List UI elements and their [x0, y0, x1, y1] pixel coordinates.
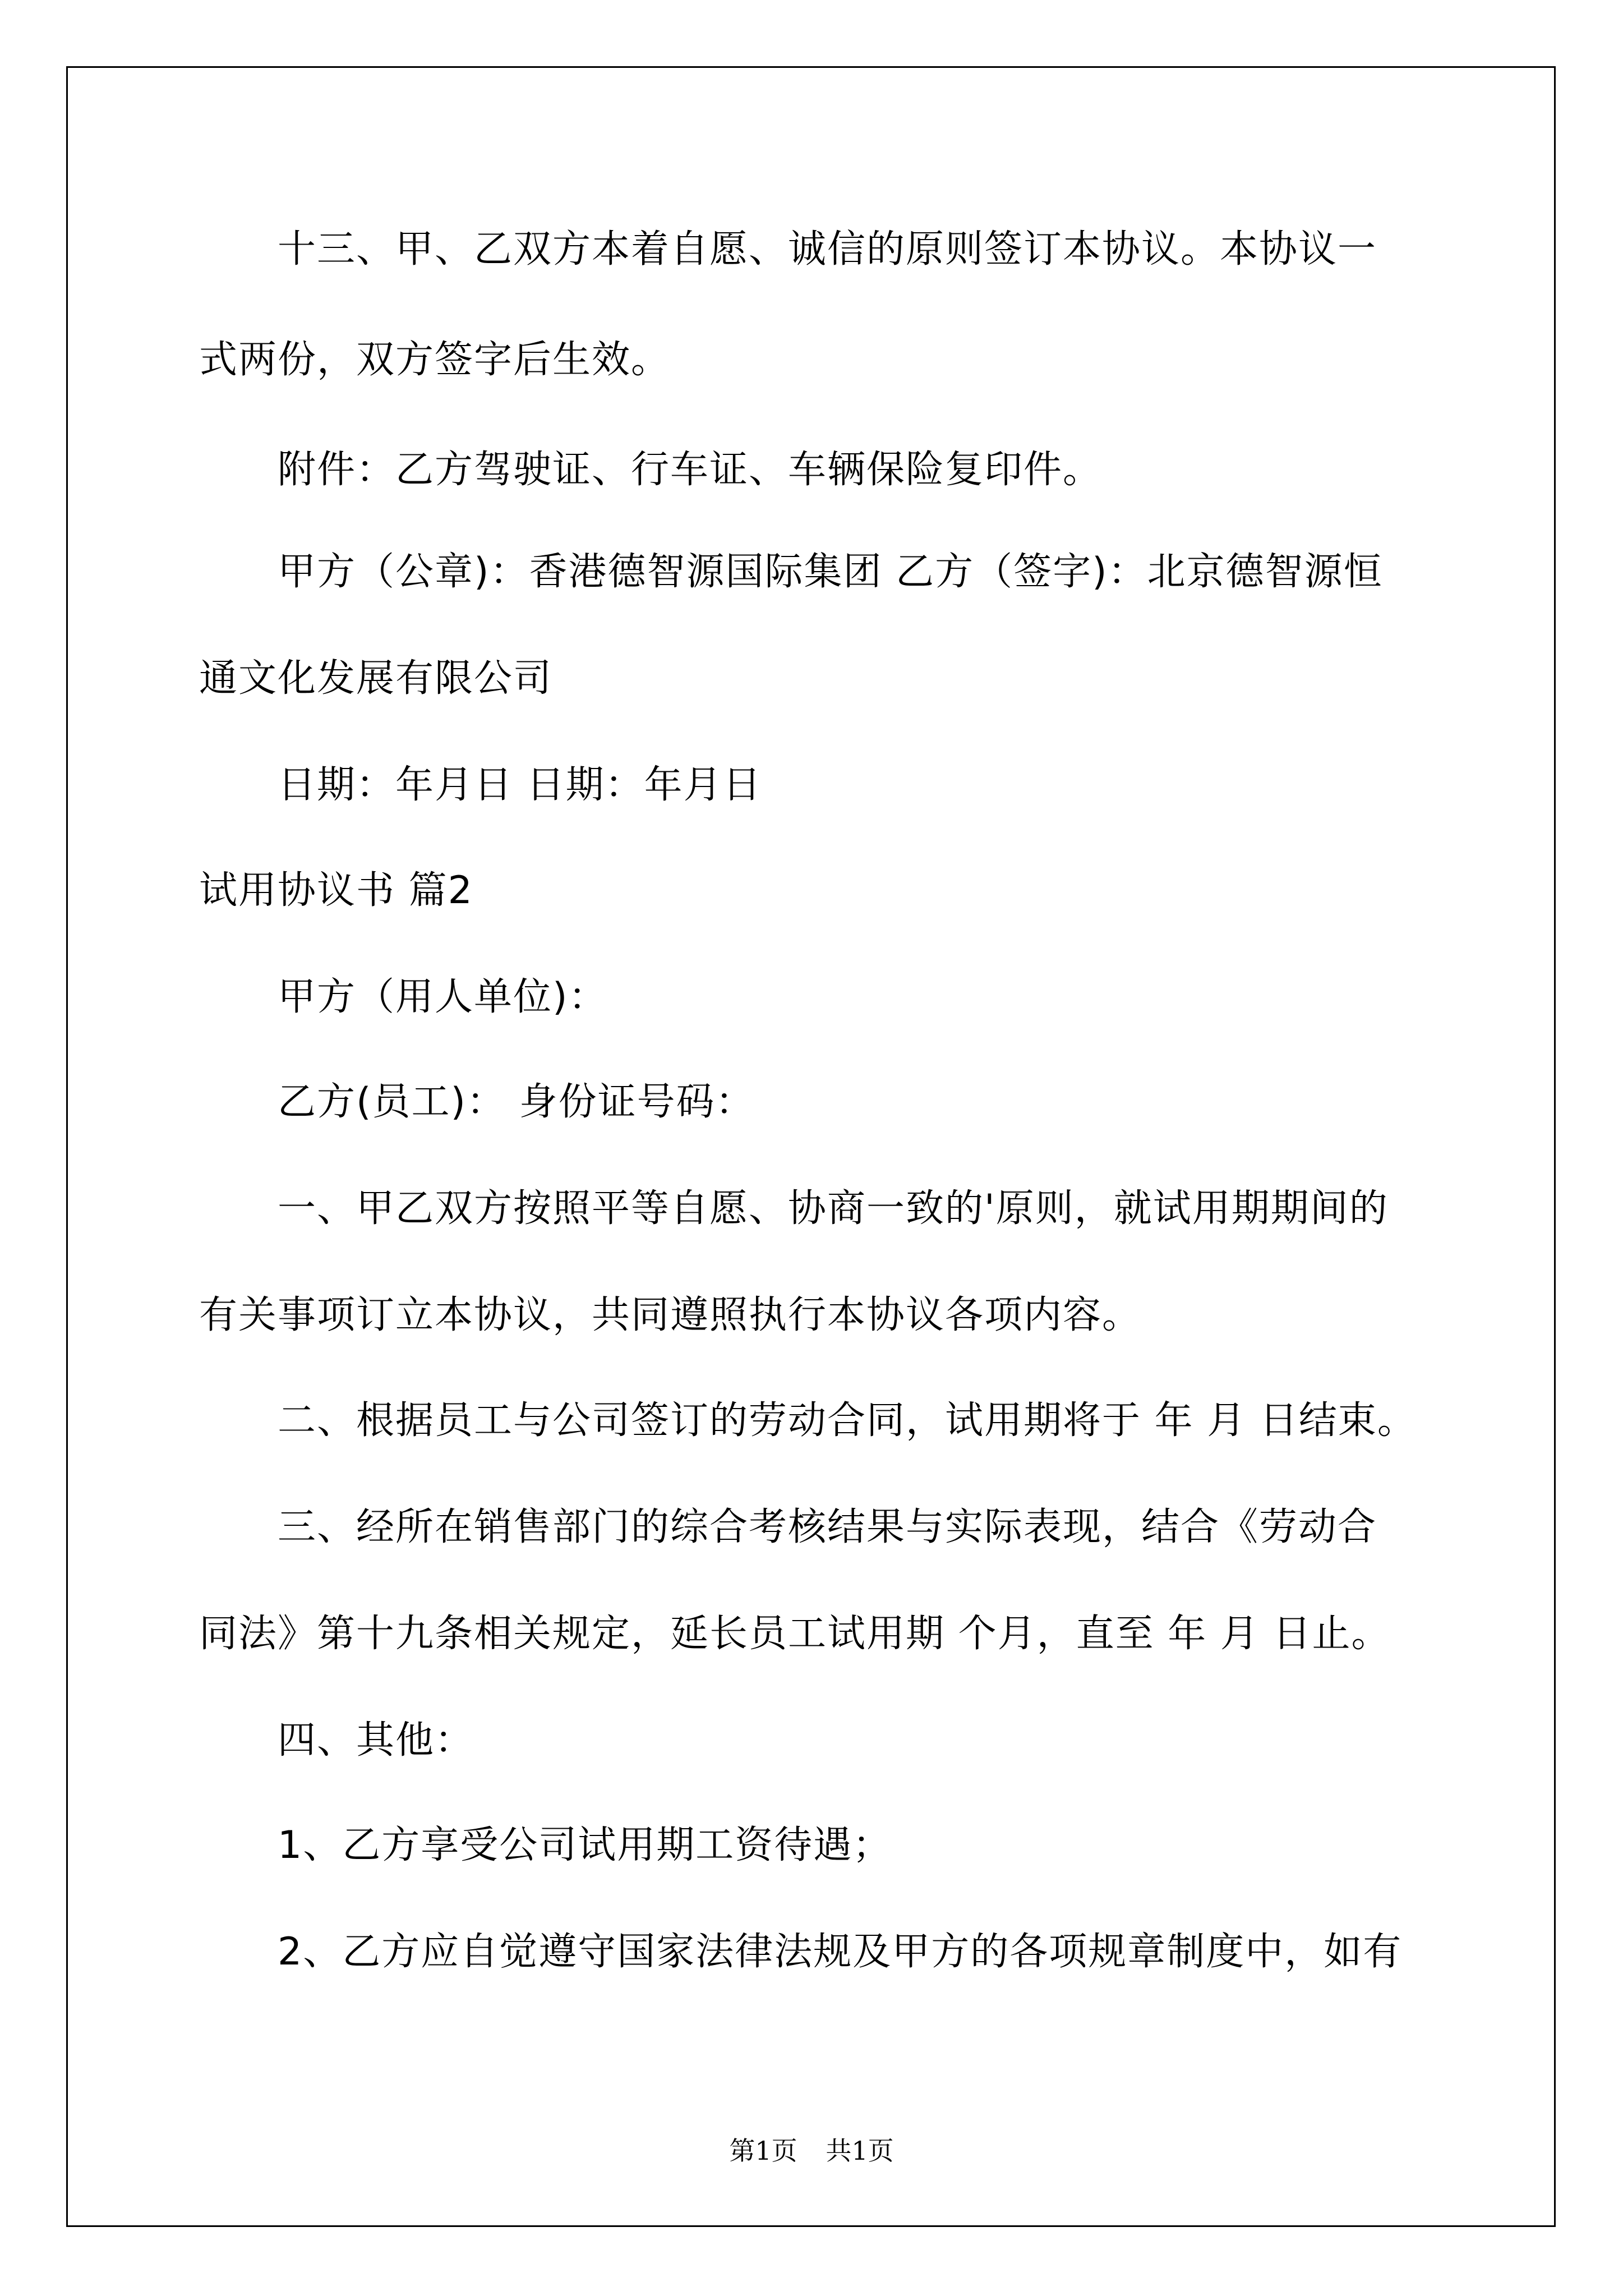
paragraph-line: 附件：乙方驾驶证、行车证、车辆保险复印件。: [278, 448, 1103, 492]
paragraph-line: 一、甲乙双方按照平等自愿、协商一致的'原则，就试用期期间的: [278, 1186, 1389, 1231]
paragraph-line: 式两份，双方签字后生效。: [199, 338, 671, 382]
paragraph-line: 十三、甲、乙双方本着自愿、诚信的原则签订本协议。本协议一: [278, 227, 1377, 272]
paragraph-line: 有关事项订立本协议，共同遵照执行本协议各项内容。: [199, 1293, 1142, 1337]
section-heading: 试用协议书 篇2: [199, 868, 473, 913]
paragraph-line: 二、根据员工与公司签订的劳动合同，试用期将于 年 月 日结束。: [278, 1398, 1417, 1443]
paragraph-line: 甲方（公章)：香港德智源国际集团 乙方（签字)：北京德智源恒: [278, 550, 1383, 594]
paragraph-line: 1、乙方享受公司试用期工资待遇；: [278, 1823, 892, 1867]
page-total: 共1页: [826, 2136, 894, 2166]
paragraph-line: 三、经所在销售部门的综合考核结果与实际表现，结合《劳动合: [278, 1505, 1377, 1549]
paragraph-line: 甲方（用人单位)：: [278, 975, 608, 1019]
paragraph-line: 同法》第十九条相关规定，延长员工试用期 个月，直至 年 月 日止。: [199, 1612, 1391, 1656]
page-footer: [0, 2135, 1623, 2166]
page-number: 第1页: [729, 2136, 797, 2166]
paragraph-line: 通文化发展有限公司: [199, 656, 553, 701]
page-border: [66, 66, 1556, 2227]
paragraph-line: 2、乙方应自觉遵守国家法律法规及甲方的各项规章制度中，如有: [278, 1930, 1403, 1974]
paragraph-line: 乙方(员工)： 身份证号码：: [278, 1080, 755, 1124]
paragraph-line: 四、其他：: [278, 1718, 474, 1763]
paragraph-line: 日期：年月日 日期：年月日: [278, 763, 762, 807]
